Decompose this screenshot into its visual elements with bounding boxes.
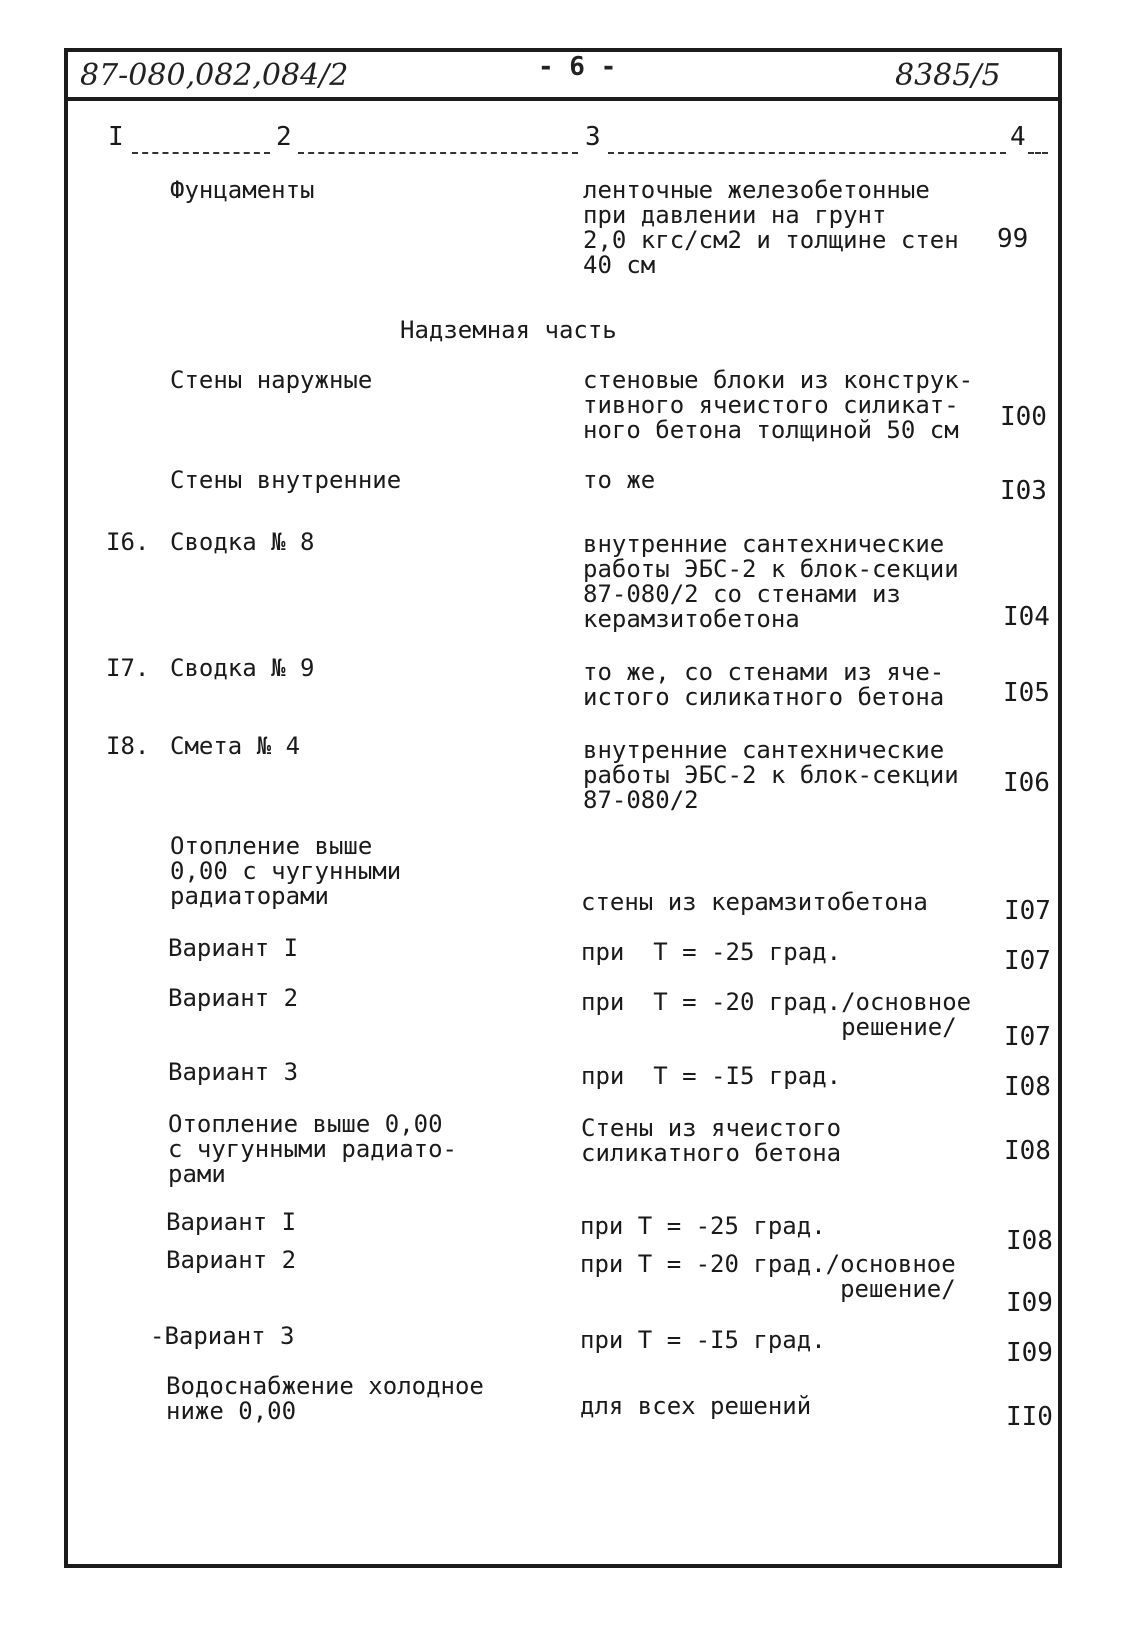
row-page-ref: 99	[997, 224, 1029, 254]
row-description: при Т = -20 град./основное решение/	[580, 1250, 956, 1303]
row-item: Стены внутренние	[170, 466, 402, 494]
column-header-rule	[608, 152, 1006, 154]
page-number: - 6 -	[538, 52, 617, 82]
row-page-ref: I04	[1003, 602, 1050, 632]
row-description: при Т = -I5 град.	[580, 1326, 826, 1354]
row-item: Вариант I	[166, 1208, 297, 1236]
row-page-ref: I08	[1004, 1072, 1051, 1102]
row-item: Стены наружные	[170, 366, 373, 394]
header-rule	[64, 97, 1062, 101]
row-description: то же	[583, 466, 656, 494]
row-number: I6.	[106, 528, 150, 556]
row-page-ref: I09	[1006, 1338, 1053, 1368]
section-title: Надземная часть	[400, 316, 617, 344]
row-page-ref: I07	[1004, 896, 1051, 926]
column-3-header: 3	[585, 122, 601, 152]
row-description: при Т = -I5 град.	[581, 1062, 842, 1090]
column-header-rule	[298, 152, 578, 154]
row-number: I8.	[106, 732, 150, 760]
row-description: при Т = -25 град.	[581, 938, 842, 966]
row-page-ref: I07	[1004, 1022, 1051, 1052]
row-page-ref: I06	[1003, 768, 1050, 798]
row-page-ref: I03	[1000, 476, 1047, 506]
row-item: Фунцаменты	[170, 176, 315, 204]
row-description: ленточные железобетонные при давлении на грунт 2,0 кгс/см2 и толщине стен 40 см	[583, 176, 959, 279]
row-description: внутренние сантехнические работы ЭБС-2 к блок-секции 87-080/2 со стенами из керамзитобетона	[583, 530, 959, 633]
row-item: Отопление выше 0,00 с чугунными радиато- рами	[168, 1110, 457, 1188]
row-description: Стены из ячеистого силикатного бетона	[581, 1114, 842, 1167]
row-item: Вариант 2	[166, 1246, 297, 1274]
row-page-ref: II0	[1006, 1402, 1053, 1432]
row-description: стены из керамзитобетона	[581, 888, 928, 916]
row-item: Вариант I	[168, 934, 299, 962]
row-page-ref: I09	[1006, 1288, 1053, 1318]
column-header-rule	[132, 152, 270, 154]
row-page-ref: I08	[1004, 1136, 1051, 1166]
row-item: Вариант 2	[168, 984, 299, 1012]
column-header-rule	[1028, 152, 1048, 154]
row-description: внутренние сантехнические работы ЭБС-2 к блок-секции 87-080/2	[583, 736, 959, 814]
column-4-header: 4	[1010, 122, 1026, 152]
row-description: для всех решений	[580, 1392, 812, 1420]
row-item: Смета № 4	[170, 732, 301, 760]
row-item: Сводка № 9	[170, 654, 315, 682]
sheet-code: 8385/5	[895, 58, 1001, 93]
row-description: при Т = -25 град.	[580, 1212, 826, 1240]
row-item: Вариант 3	[168, 1058, 299, 1086]
doc-code: 87-080,082,084/2	[80, 58, 349, 93]
row-page-ref: I07	[1004, 946, 1051, 976]
row-number: I7.	[106, 654, 150, 682]
row-item: Сводка № 8	[170, 528, 315, 556]
row-page-ref: I05	[1003, 678, 1050, 708]
column-2-header: 2	[276, 122, 292, 152]
row-description: стеновые блоки из конструк- тивного ячеистого силикат- ного бетона толщиной 50 см	[583, 366, 974, 444]
row-description: при Т = -20 град./основное решение/	[581, 988, 972, 1041]
row-item: -Вариант 3	[150, 1322, 295, 1350]
row-item: Водоснабжение холодное ниже 0,00	[166, 1372, 484, 1425]
row-item: Отопление выше 0,00 с чугунными радиаторами	[170, 832, 402, 910]
row-description: то же, со стенами из яче- истого силикатного бетона	[583, 658, 945, 711]
column-1-header: I	[108, 122, 124, 152]
row-page-ref: I08	[1006, 1226, 1053, 1256]
row-page-ref: I00	[1000, 402, 1047, 432]
